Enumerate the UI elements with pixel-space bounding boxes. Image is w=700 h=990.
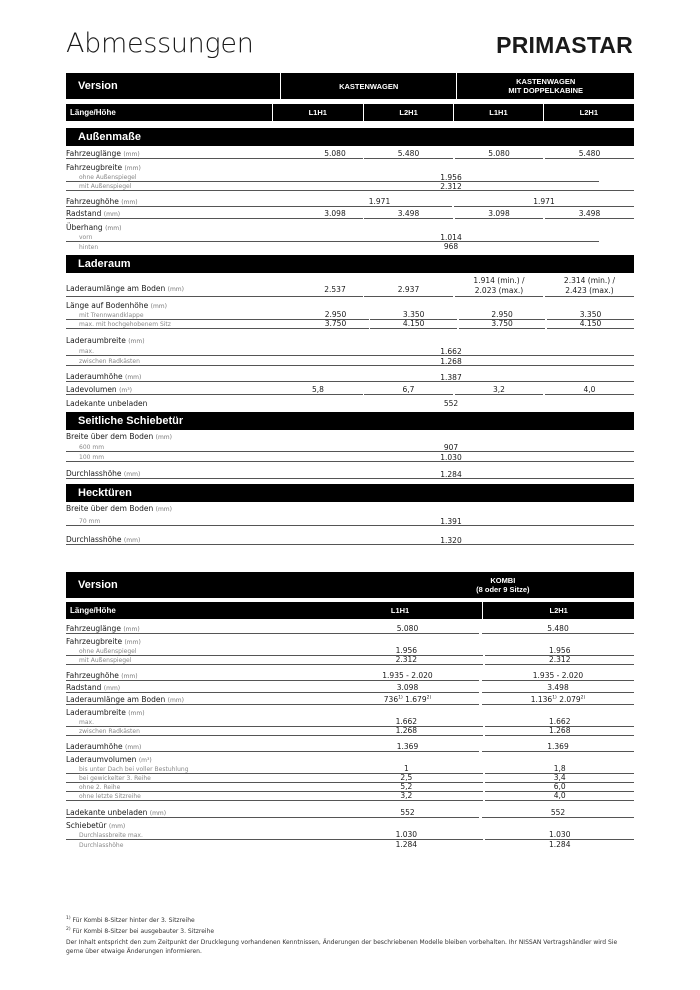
cell: 1.268 bbox=[330, 726, 482, 736]
row-label: Schiebetür (mm) bbox=[66, 821, 126, 830]
cell: 3,2 bbox=[330, 791, 482, 801]
row-label: Laderaumvolumen (m³) bbox=[66, 755, 152, 764]
cell: 1.662 bbox=[485, 717, 634, 727]
row-label: Ladekante unbeladen (mm) bbox=[66, 808, 336, 818]
kastenwagen-header: KASTENWAGEN bbox=[280, 73, 457, 99]
row-label: Ladekante unbeladen bbox=[66, 399, 148, 408]
row-radstand bbox=[66, 207, 634, 219]
cell: 1.030 bbox=[440, 453, 462, 462]
cell: 1.284 bbox=[549, 840, 571, 849]
brand-logo: PRIMASTAR bbox=[496, 32, 633, 58]
cell: 5.480 bbox=[482, 624, 634, 634]
sub-label: ohne Außenspiegel bbox=[66, 648, 330, 656]
sub-row bbox=[66, 792, 634, 801]
cell: 2,5 bbox=[330, 773, 482, 783]
cell: 1.369 bbox=[482, 742, 634, 752]
row-radstand bbox=[66, 681, 634, 693]
disclaimer: Der Inhalt entspricht den zum Zeitpunkt der Drucklegung vorhandenen Kenntnissen, Änderungen der beschriebenen Modelle bleiben vorbehalten. Ihr NISSAN Vertragshändler wird Sie gerne über etwaige Änderungen informieren. bbox=[66, 939, 618, 955]
cell: 3.098 bbox=[307, 209, 363, 219]
laenge-hoehe-label: Länge/Höhe bbox=[70, 108, 116, 117]
row-fahrzeughoehe bbox=[66, 669, 634, 681]
cell: 1.956 bbox=[330, 646, 482, 656]
row-label: Fahrzeughöhe (mm) bbox=[66, 197, 307, 207]
cell: 1.268 bbox=[485, 726, 634, 736]
cell: 1.956 bbox=[440, 173, 462, 182]
sub-row bbox=[66, 173, 634, 182]
row-fahrzeuglaenge bbox=[66, 623, 634, 634]
row-label: Länge auf Bodenhöhe (mm) bbox=[66, 301, 167, 310]
row-laderaumbreite bbox=[66, 707, 634, 736]
sub-row bbox=[66, 727, 634, 736]
sub-label: ohne Außenspiegel bbox=[66, 174, 599, 182]
cell: 1.971 bbox=[454, 197, 634, 207]
cell: 4.150 bbox=[370, 319, 457, 329]
cell: 1.387 bbox=[440, 373, 462, 382]
cell: 1.268 bbox=[440, 357, 462, 366]
cell: 2.950 bbox=[459, 310, 545, 320]
cell: 1.014 bbox=[440, 233, 462, 242]
sub-label: mit Trennwandklappe bbox=[66, 312, 302, 320]
row-laderaumbreite bbox=[66, 335, 634, 366]
cell: 3.498 bbox=[482, 683, 634, 693]
cell: 5.480 bbox=[545, 149, 634, 159]
cell: 552 bbox=[482, 808, 634, 818]
row-label: Ladevolumen (m³) bbox=[66, 385, 273, 395]
row-laderaumhoehe bbox=[66, 370, 634, 382]
cell: 4.150 bbox=[547, 319, 634, 329]
cell: 4,0 bbox=[485, 791, 634, 801]
sub-row bbox=[66, 346, 634, 356]
table-kombi bbox=[66, 572, 634, 849]
page-title: Abmessungen bbox=[66, 28, 254, 59]
length-height-header bbox=[66, 602, 634, 619]
row-laderaumvolumen bbox=[66, 754, 634, 801]
row-laderaumhoehe bbox=[66, 740, 634, 752]
sub-row bbox=[66, 840, 634, 849]
sub-label: ohne 2. Reihe bbox=[66, 784, 330, 792]
sub-label: 100 mm bbox=[66, 454, 634, 462]
sub-row bbox=[66, 356, 634, 366]
row-label: Laderaumhöhe (mm) bbox=[66, 742, 336, 752]
cell: 2.314 (min.) / 2.423 (max.) bbox=[545, 276, 634, 297]
sub-label: bei gewickelter 3. Reihe bbox=[66, 775, 330, 783]
row-label: Breite über dem Boden (mm) bbox=[66, 504, 172, 513]
kombi-header: KOMBI (8 oder 9 Sitze) bbox=[476, 576, 530, 594]
row-fahrzeuglaenge bbox=[66, 147, 634, 159]
col-l1h1-dk: L1H1 bbox=[453, 104, 542, 121]
version-label: Version bbox=[78, 79, 118, 92]
row-laenge-boden bbox=[66, 300, 634, 329]
version-header bbox=[66, 572, 634, 598]
cell: 2.312 bbox=[440, 182, 462, 191]
cell: 2.950 bbox=[302, 310, 369, 320]
cell: 3.750 bbox=[459, 319, 545, 329]
footnotes bbox=[66, 915, 636, 956]
version-header bbox=[66, 73, 634, 99]
row-label: Fahrzeugbreite (mm) bbox=[66, 637, 141, 646]
cell: 3,2 bbox=[455, 385, 543, 395]
cell: 5.480 bbox=[364, 149, 453, 159]
cell: 3.750 bbox=[302, 319, 369, 329]
row-label: Radstand (mm) bbox=[66, 209, 307, 219]
col-l1h1: L1H1 bbox=[390, 606, 410, 615]
cell: 5,8 bbox=[273, 385, 363, 395]
row-ladevolumen bbox=[66, 382, 634, 395]
row-schiebe-breite bbox=[66, 431, 634, 462]
sub-row bbox=[66, 320, 634, 329]
cell: 736$^{1)}$ 1.679$^{2)}$ bbox=[336, 695, 479, 705]
cell: 1.391 bbox=[440, 517, 462, 526]
cell: 5.080 bbox=[336, 624, 479, 634]
sub-label: Durchlassbreite max. bbox=[66, 832, 330, 840]
row-fahrzeugbreite bbox=[66, 636, 634, 665]
row-laderaumlaenge bbox=[66, 693, 634, 705]
row-heck-breite bbox=[66, 503, 634, 526]
cell: 1.136$^{1)}$ 2.079$^{2)}$ bbox=[482, 695, 634, 705]
row-laderaumlaenge bbox=[66, 274, 634, 297]
doppelkabine-header: KASTENWAGEN MIT DOPPELKABINE bbox=[456, 73, 634, 99]
cell: 6,0 bbox=[485, 782, 634, 792]
cell: 3.498 bbox=[364, 209, 453, 219]
row-label: Laderaumlänge am Boden (mm) bbox=[66, 695, 336, 705]
footnote-2: $^{2)}$ Für Kombi 8-Sitzer bei ausgebauter 3. Sitzreihe bbox=[66, 926, 215, 935]
sub-label: mit Außenspiegel bbox=[66, 183, 634, 191]
cell: 3.498 bbox=[545, 209, 634, 219]
cell: 2.537 bbox=[307, 284, 363, 297]
cell: 3.098 bbox=[455, 209, 543, 219]
sub-row bbox=[66, 442, 634, 452]
sub-label: max. bbox=[66, 348, 634, 356]
cell: 1.935 - 2.020 bbox=[336, 671, 479, 681]
cell: 2.937 bbox=[364, 284, 453, 297]
sub-label: zwischen Radkästen bbox=[66, 728, 330, 736]
row-label: Laderaumbreite (mm) bbox=[66, 708, 145, 717]
col-l2h1-dk: L2H1 bbox=[543, 104, 634, 121]
section-laderaum: Laderaum bbox=[66, 255, 634, 273]
sub-label: max. bbox=[66, 719, 330, 727]
row-label: Fahrzeuglänge (mm) bbox=[66, 624, 336, 634]
row-ladekante bbox=[66, 395, 634, 408]
cell: 1.662 bbox=[330, 717, 482, 727]
row-label: Laderaumbreite (mm) bbox=[66, 336, 145, 345]
row-schiebetuer bbox=[66, 820, 634, 849]
cell: 552 bbox=[336, 808, 479, 818]
row-label: Durchlasshöhe (mm) bbox=[66, 469, 634, 479]
cell: 1.320 bbox=[440, 536, 462, 545]
row-ladekante bbox=[66, 806, 634, 818]
sub-label: zwischen Radkästen bbox=[66, 358, 634, 366]
cell: 907 bbox=[443, 443, 459, 452]
cell: 5,2 bbox=[330, 782, 482, 792]
sub-label: 600 mm bbox=[66, 444, 634, 452]
cell: 1.914 (min.) / 2.023 (max.) bbox=[455, 276, 543, 297]
row-ueberhang bbox=[66, 222, 634, 251]
length-height-header bbox=[66, 104, 634, 121]
row-label: Fahrzeuglänge (mm) bbox=[66, 149, 307, 159]
cell: 1.030 bbox=[330, 830, 482, 840]
sub-row bbox=[66, 233, 634, 242]
row-label: Durchlasshöhe (mm) bbox=[66, 535, 634, 545]
cell: 1 bbox=[330, 764, 482, 774]
cell: 3.350 bbox=[370, 310, 457, 320]
col-l1h1: L1H1 bbox=[272, 104, 363, 121]
cell: 2.312 bbox=[330, 655, 482, 665]
cell: 3.098 bbox=[336, 683, 479, 693]
cell: 1.369 bbox=[336, 742, 479, 752]
cell: 5.080 bbox=[307, 149, 363, 159]
cell: 1,8 bbox=[485, 764, 634, 774]
cell: 1.971 bbox=[307, 197, 452, 207]
sub-label: Durchlasshöhe bbox=[79, 842, 124, 849]
sub-row bbox=[66, 452, 634, 462]
row-fahrzeughoehe bbox=[66, 195, 634, 207]
footnote-1: $^{1)}$ Für Kombi 8-Sitzer hinter der 3. Sitzreihe bbox=[66, 916, 195, 924]
sub-row bbox=[66, 831, 634, 840]
cell: 2.312 bbox=[485, 655, 634, 665]
cell: 1.030 bbox=[485, 830, 634, 840]
col-l2h1: L2H1 bbox=[363, 104, 453, 121]
cell: 1.284 bbox=[395, 840, 418, 849]
row-label: Radstand (mm) bbox=[66, 683, 336, 693]
sub-label: bis unter Dach bei voller Bestuhlung bbox=[66, 766, 330, 774]
col-l2h1: L2H1 bbox=[482, 602, 634, 619]
cell: 552 bbox=[443, 399, 459, 408]
cell: 1.662 bbox=[440, 347, 462, 356]
sub-label: vorn bbox=[66, 234, 599, 242]
cell: 6,7 bbox=[364, 385, 453, 395]
cell: 5.080 bbox=[455, 149, 543, 159]
row-label: Fahrzeughöhe (mm) bbox=[66, 671, 336, 681]
sub-label: ohne letzte Sitzreihe bbox=[66, 793, 330, 801]
section-aussenmasse: Außenmaße bbox=[66, 128, 634, 146]
row-label: Laderaumhöhe (mm) bbox=[66, 372, 634, 382]
row-fahrzeugbreite bbox=[66, 162, 634, 191]
cell: 1.956 bbox=[485, 646, 634, 656]
row-label: Fahrzeugbreite (mm) bbox=[66, 163, 141, 172]
section-hecktueren: Hecktüren bbox=[66, 484, 634, 502]
sub-label: hinten bbox=[79, 244, 99, 251]
row-label: Breite über dem Boden (mm) bbox=[66, 432, 172, 441]
version-label: Version bbox=[78, 578, 118, 591]
sub-label: max. mit hochgehobenem Sitz bbox=[66, 321, 302, 329]
sub-row bbox=[66, 242, 634, 251]
sub-label: 70 mm bbox=[66, 518, 634, 526]
cell: 4,0 bbox=[545, 385, 634, 395]
sub-label: mit Außenspiegel bbox=[66, 657, 330, 665]
cell: 3,4 bbox=[485, 773, 634, 783]
section-schiebetuer: Seitliche Schiebetür bbox=[66, 412, 634, 430]
cell: 1.284 bbox=[440, 470, 462, 479]
sub-row bbox=[66, 182, 634, 191]
row-label: Laderaumlänge am Boden (mm) bbox=[66, 283, 307, 297]
cell: 1.935 - 2.020 bbox=[482, 671, 634, 681]
cell: 3.350 bbox=[547, 310, 634, 320]
cell: 968 bbox=[443, 242, 459, 251]
laenge-hoehe-label: Länge/Höhe bbox=[70, 606, 116, 615]
row-label: Überhang (mm) bbox=[66, 223, 122, 232]
sub-row bbox=[66, 656, 634, 665]
table-kastenwagen bbox=[66, 73, 634, 545]
